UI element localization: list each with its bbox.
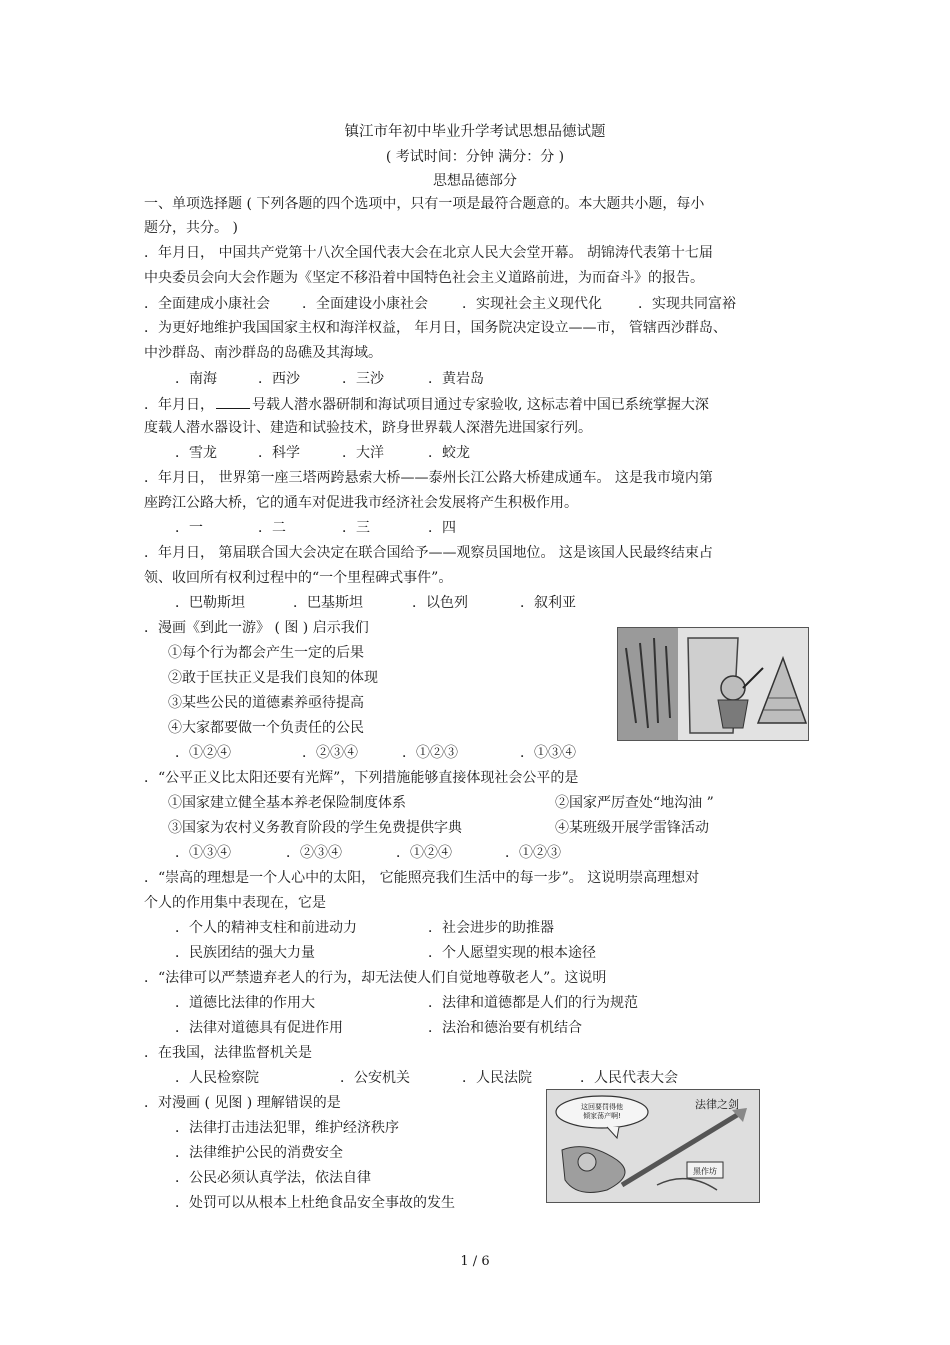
q10-option-a[interactable]: ．人民检察院 <box>175 1070 259 1086</box>
exam-info: ( 考试时间：分钟 满分：分 ) <box>385 149 565 165</box>
cartoon-graffiti-drawing <box>618 628 808 740</box>
q9-option-d[interactable]: ．法治和德治要有机结合 <box>428 1020 582 1036</box>
q2-option-a[interactable]: ．南海 <box>175 371 217 387</box>
q6-item-1: ①每个行为都会产生一定的后果 <box>168 645 364 661</box>
q10-option-d[interactable]: ．人民代表大会 <box>580 1070 678 1086</box>
q3-stem-line1-b: 号载人潜水器研制和海试项目通过专家验收, 这标志着中国已系统掌握大深 <box>252 397 709 413</box>
q7-option-b[interactable]: ．②③④ <box>286 845 342 861</box>
q2-option-b[interactable]: ．西沙 <box>258 371 300 387</box>
q7-option-a[interactable]: ．①③④ <box>175 845 231 861</box>
q3-option-b[interactable]: ．科学 <box>258 445 300 461</box>
q11-option-d[interactable]: ．处罚可以从根本上杜绝食品安全事故的发生 <box>175 1195 455 1211</box>
q7-item-1: ①国家建立健全基本养老保险制度体系 <box>168 795 406 811</box>
q1-option-b[interactable]: ．全面建设小康社会 <box>302 296 428 312</box>
q7-option-d[interactable]: ．①②③ <box>505 845 561 861</box>
q9-option-c[interactable]: ．法律对道德具有促进作用 <box>175 1020 343 1036</box>
q5-option-a[interactable]: ．巴勒斯坦 <box>175 595 245 611</box>
q1-stem-line2: 中央委员会向大会作题为《坚定不移沿着中国特色社会主义道路前进，为而奋斗》的报告。 <box>144 270 704 286</box>
q5-option-b[interactable]: ．巴基斯坦 <box>293 595 363 611</box>
q3-stem-line1-a: ．年月日， <box>144 397 214 413</box>
q7-option-c[interactable]: ．①②④ <box>396 845 452 861</box>
q7-item-2: ②国家严厉查处“地沟油 ” <box>555 795 714 811</box>
q7-item-3: ③国家为农村义务教育阶段的学生免费提供字典 <box>168 820 462 836</box>
cartoon-workshop-label: 黑作坊 <box>693 1167 717 1176</box>
q6-stem: ．漫画《到此一游》 ( 图 ) 启示我们 <box>144 620 369 636</box>
q8-stem-line1: ．“崇高的理想是一个人心中的太阳， 它能照亮我们生活中的每一步”。 这说明崇高理想对 <box>144 870 700 886</box>
cartoon-graffiti-image <box>617 627 809 741</box>
q6-option-d[interactable]: ．①③④ <box>520 745 576 761</box>
q8-option-a[interactable]: ．个人的精神支柱和前进动力 <box>175 920 357 936</box>
q2-stem-line1: ．为更好地维护我国国家主权和海洋权益， 年月日，国务院决定设立——市， 管辖西沙群岛、 <box>144 320 727 336</box>
q5-option-c[interactable]: ．以色列 <box>412 595 468 611</box>
page-number: 1 / 6 <box>460 1254 490 1269</box>
q6-item-3: ③某些公民的道德素养亟待提高 <box>168 695 364 711</box>
section-instructions-line2: 题分，共分。 ) <box>144 220 238 236</box>
q4-option-c[interactable]: ．三 <box>342 520 370 536</box>
q6-item-2: ②敢于匡扶正义是我们良知的体现 <box>168 670 378 686</box>
q9-option-b[interactable]: ．法律和道德都是人们的行为规范 <box>428 995 638 1011</box>
q10-option-c[interactable]: ．人民法院 <box>462 1070 532 1086</box>
q6-item-4: ④大家都要做一个负责任的公民 <box>168 720 364 736</box>
q5-option-d[interactable]: ．叙利亚 <box>520 595 576 611</box>
q3-blank <box>216 394 250 409</box>
q2-stem-line2: 中沙群岛、南沙群岛的岛礁及其海域。 <box>144 345 382 361</box>
q8-option-d[interactable]: ．个人愿望实现的根本途径 <box>428 945 596 961</box>
q4-option-b[interactable]: ．二 <box>258 520 286 536</box>
q8-option-b[interactable]: ．社会进步的助推器 <box>428 920 554 936</box>
q11-stem: ．对漫画 ( 见图 ) 理解错误的是 <box>144 1095 341 1111</box>
q7-item-4: ④某班级开展学雷锋活动 <box>555 820 709 836</box>
q3-option-d[interactable]: ．蛟龙 <box>428 445 470 461</box>
q8-stem-line2: 个人的作用集中表现在，它是 <box>144 895 326 911</box>
q6-option-a[interactable]: ．①②④ <box>175 745 231 761</box>
q10-option-b[interactable]: ．公安机关 <box>340 1070 410 1086</box>
exam-title: 镇江市年初中毕业升学考试思想品德试题 <box>344 124 606 140</box>
q1-option-d[interactable]: ．实现共同富裕 <box>638 296 736 312</box>
cartoon-law-sword-drawing <box>547 1090 759 1202</box>
q6-option-b[interactable]: ．②③④ <box>302 745 358 761</box>
q11-option-c[interactable]: ．公民必须认真学法，依法自律 <box>175 1170 371 1186</box>
part-title: 思想品德部分 <box>433 173 517 189</box>
q10-stem: ．在我国，法律监督机关是 <box>144 1045 312 1061</box>
q4-stem-line1: ．年月日， 世界第一座三塔两跨悬索大桥——泰州长江公路大桥建成通车。 这是我市境内第 <box>144 470 713 486</box>
q11-option-b[interactable]: ．法律维护公民的消费安全 <box>175 1145 343 1161</box>
q11-option-a[interactable]: ．法律打击违法犯罪，维护经济秩序 <box>175 1120 399 1136</box>
q9-stem: ．“法律可以严禁遗弃老人的行为，却无法使人们自觉地尊敬老人”。这说明 <box>144 970 607 986</box>
q2-option-c[interactable]: ．三沙 <box>342 371 384 387</box>
cartoon-sword-label: 法律之剑 <box>695 1098 739 1111</box>
q3-option-c[interactable]: ．大洋 <box>342 445 384 461</box>
q3-stem-line2: 度载人潜水器设计、建造和试验技术，跻身世界载人深潜先进国家行列。 <box>144 420 592 436</box>
q5-stem-line1: ．年月日， 第届联合国大会决定在联合国给予——观察员国地位。 这是该国人民最终结束占 <box>144 545 713 561</box>
q4-option-d[interactable]: ．四 <box>428 520 456 536</box>
q1-option-c[interactable]: ．实现社会主义现代化 <box>462 296 602 312</box>
q8-option-c[interactable]: ．民族团结的强大力量 <box>175 945 315 961</box>
cartoon-bubble-text-line1: 这回要罚得他 <box>581 1103 623 1111</box>
q4-stem-line2: 座跨江公路大桥，它的通车对促进我市经济社会发展将产生积极作用。 <box>144 495 578 511</box>
q2-option-d[interactable]: ．黄岩岛 <box>428 371 484 387</box>
cartoon-bubble-text-line2: 倾家荡产啊! <box>583 1112 621 1120</box>
cartoon-law-sword-image <box>546 1089 760 1203</box>
q7-stem: ．“公平正义比太阳还要有光辉”，下列措施能够直接体现社会公平的是 <box>144 770 579 786</box>
q1-stem-line1: ．年月日， 中国共产党第十八次全国代表大会在北京人民大会堂开幕。 胡锦涛代表第十七届 <box>144 245 713 261</box>
q9-option-a[interactable]: ．道德比法律的作用大 <box>175 995 315 1011</box>
q5-stem-line2: 领、收回所有权利过程中的“一个里程碑式事件”。 <box>144 570 453 586</box>
q4-option-a[interactable]: ．一 <box>175 520 203 536</box>
q3-option-a[interactable]: ．雪龙 <box>175 445 217 461</box>
section-instructions-line1: 一、单项选择题 ( 下列各题的四个选项中，只有一项是最符合题意的。本大题共小题，每小 <box>144 196 705 212</box>
q1-option-a[interactable]: ．全面建成小康社会 <box>144 296 270 312</box>
q3-stem-line1 <box>144 394 709 415</box>
q6-option-c[interactable]: ．①②③ <box>402 745 458 761</box>
